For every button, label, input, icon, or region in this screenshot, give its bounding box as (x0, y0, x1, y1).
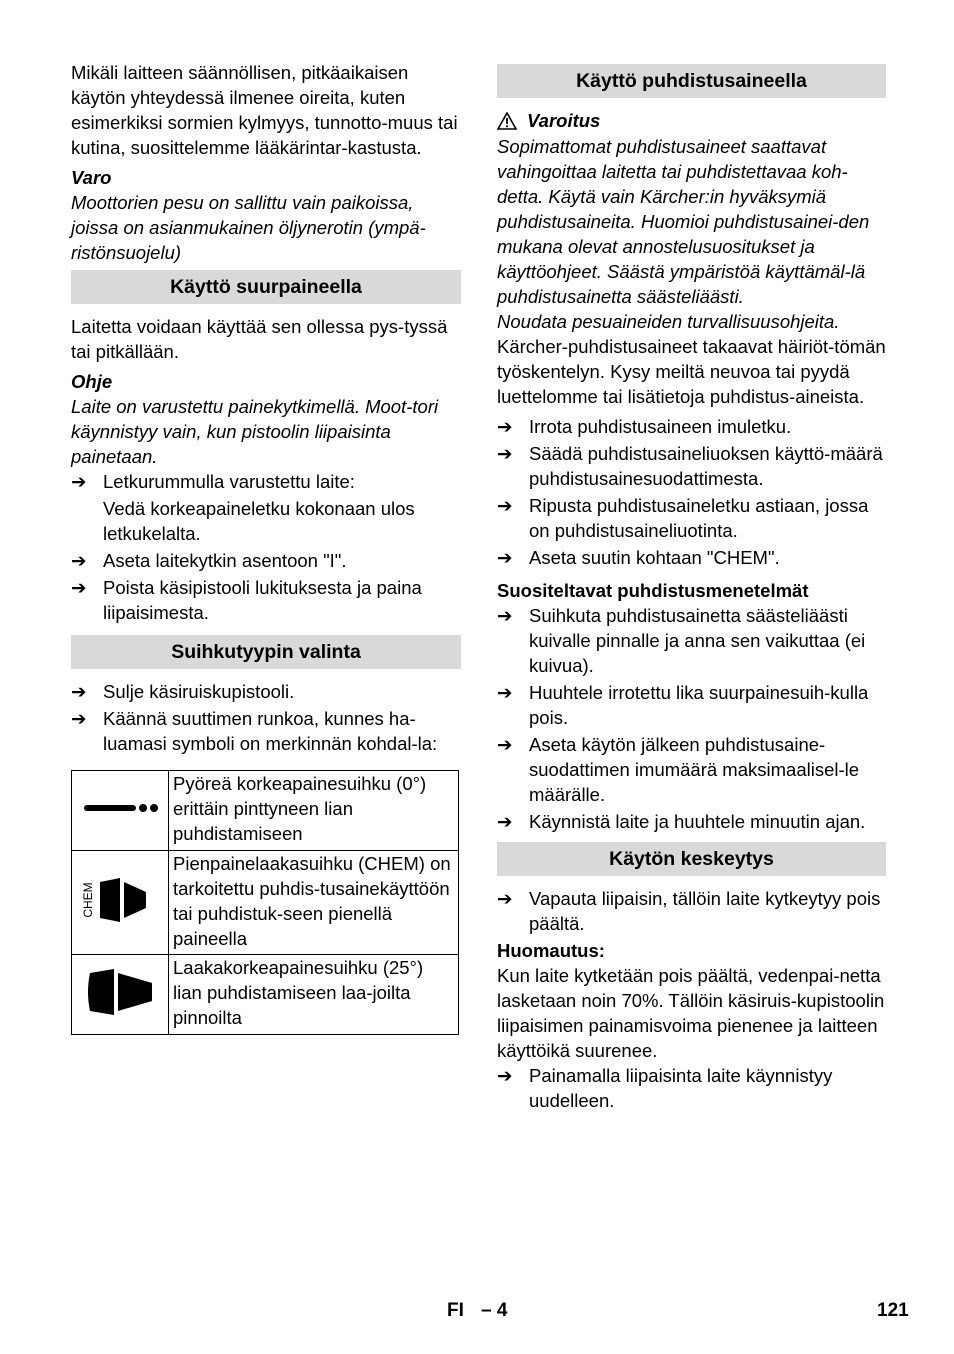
arrow-right-icon: ➔ (497, 547, 513, 568)
list-item: ➔ Vapauta liipaisin, tällöin laite kytkeytyy pois päältä. (497, 888, 881, 934)
warning-text: Sopimattomat puhdistusaineet saattavat vahingoittaa laitetta tai puhdistettavaa koh-detta. Käytä vain Kärcher:in hyväksymiä puhdistusaineita. Huomioi puhdistusainei-den mukana olevat annostelusuositukset ja käyttöohjeet. Säästä ympäristöä käyttämäl-lä puhdistusainetta säästeliäästi. (497, 136, 870, 307)
list-item: ➔ Painamalla liipaisinta laite käynnistyy uudelleen. (497, 1065, 833, 1111)
warning-label: Varoitus (527, 110, 601, 131)
warning-heading (497, 108, 886, 133)
list-item: ➔ Ripusta puhdistusaineletku astiaan, jossa on puhdistusaineliuotinta. (497, 495, 869, 541)
list-item: ➔ Aseta käytön jälkeen puhdistusaine-suodattimen imumäärä maksimaalisel-le määrälle. (497, 734, 860, 805)
table-cell: Laakakorkeapainesuihku (25°) lian puhdistamiseen laa-joilta pinnoilta (169, 955, 459, 1035)
arrow-right-icon: ➔ (497, 734, 513, 755)
arrow-right-icon: ➔ (71, 550, 87, 571)
list-item: ➔ Käännä suuttimen runkoa, kunnes ha-luamasi symboli on merkinnän kohdal-la: (71, 708, 438, 754)
section-heading-detergent: Käyttö puhdistusaineella (497, 64, 886, 98)
arrow-right-icon: ➔ (497, 888, 513, 909)
arrow-right-icon: ➔ (71, 577, 87, 598)
list-item: ➔ Käynnistä laite ja huuhtele minuutin ajan. (497, 811, 866, 832)
list-item: ➔ Aseta laitekytkin asentoon "I". (71, 550, 347, 571)
caution-label: Varo (71, 167, 112, 188)
section-heading-interruption: Käytön keskeytys (497, 842, 886, 876)
list-item: ➔ Huuhtele irrotettu lika suurpainesuih-kulla pois. (497, 682, 869, 728)
remark-text: Kun laite kytketään pois päältä, vedenpai-netta lasketaan noin 70%. Tällöin käsiruis-kupistoolin liipaisimen painamisvoima pienenee ja laitteen käyttöikä suurenee. (497, 965, 885, 1061)
table-row (72, 955, 459, 1035)
footer-language: FI (447, 1300, 464, 1321)
method-heading: Suositeltavat puhdistusmenetelmät (497, 580, 809, 601)
arrow-right-icon: ➔ (497, 682, 513, 703)
table-cell: Pienpainelaakasuihku (CHEM) on tarkoitettu puhdis-tusainekäyttöön tai puhdistuk-seen pienellä paineella (169, 851, 459, 955)
list-item: ➔ Aseta suutin kohtaan "CHEM". (497, 547, 780, 568)
flat-jet-icon (80, 967, 160, 1017)
list-item: ➔ Suihkuta puhdistusainetta säästeliäästi kuivalle pinnalle ja anna sen vaikuttaa (ei kuivua). (497, 605, 866, 676)
arrow-right-icon: ➔ (497, 443, 513, 464)
section-heading-high-pressure: Käyttö suurpaineella (71, 270, 461, 304)
list-item: ➔ Letkurummulla varustettu laite: Vedä korkeapaineletku kokonaan ulos letkukelalta. (71, 469, 461, 546)
arrow-right-icon: ➔ (71, 681, 87, 702)
list-item: ➔ Sulje käsiruiskupistooli. (71, 681, 295, 702)
step-continuation: Vedä korkeapaineletku kokonaan ulos letkukelalta. (103, 498, 415, 544)
table-row (72, 771, 459, 851)
note-text: Laite on varustettu painekytkimellä. Moot-tori käynnistyy vain, kun pistoolin liipaisinta painetaan. (71, 396, 439, 467)
high-pressure-text: Laitetta voidaan käyttää sen ollessa pys-tyssä tai pitkällään. (71, 316, 448, 362)
note-label: Ohje (71, 371, 113, 392)
chem-fan-jet-icon (80, 872, 160, 928)
left-column (71, 60, 461, 1035)
list-item: ➔ Irrota puhdistusaineen imuletku. (497, 416, 792, 437)
right-column (497, 60, 886, 1115)
arrow-right-icon: ➔ (497, 1065, 513, 1086)
remark-label: Huomautus: (497, 940, 605, 961)
safety-text: Noudata pesuaineiden turvallisuusohjeita. (497, 311, 840, 332)
chem-label: CHEM (81, 881, 95, 918)
section-heading-spray-type: Suihkutyypin valinta (71, 635, 461, 669)
footer-page-label: – 4 (481, 1300, 508, 1321)
table-row (72, 851, 459, 955)
spray-type-table (71, 770, 459, 1035)
arrow-right-icon: ➔ (497, 416, 513, 437)
page-number: 121 (877, 1300, 909, 1321)
intro-paragraph: Mikäli laitteen säännöllisen, pitkäaikaisen käytön yhteydessä ilmenee oireita, kuten esimerkiksi sormien kylmyys, tunnotto-muus tai kutina, suosittelemme lääkärintar-kastusta. (71, 62, 458, 158)
arrow-right-icon: ➔ (497, 605, 513, 626)
table-cell: Pyöreä korkeapainesuihku (0°) erittäin pinttyneen lian puhdistamiseen (169, 771, 459, 851)
list-item: ➔ Säädä puhdistusaineliuoksen käyttö-määrä puhdistusainesuodattimesta. (497, 443, 883, 489)
arrow-right-icon: ➔ (71, 471, 87, 492)
caution-text: Moottorien pesu on sallittu vain paikoissa, joissa on asianmukainen öljynerotin (ympä-ristönsuojelu) (71, 192, 426, 263)
warning-triangle-icon (497, 112, 517, 130)
round-jet-icon (80, 798, 160, 818)
arrow-right-icon: ➔ (71, 708, 87, 729)
list-item: ➔ Poista käsipistooli lukituksesta ja paina liipaisimesta. (71, 577, 422, 623)
detergent-text: Kärcher-puhdistusaineet takaavat häiriöt-tömän työskentelyn. Kysy meiltä neuvoa tai pyydä luettelomme tai lisätietoja puhdistus-aineista. (497, 336, 886, 407)
arrow-right-icon: ➔ (497, 495, 513, 516)
arrow-right-icon: ➔ (497, 811, 513, 832)
